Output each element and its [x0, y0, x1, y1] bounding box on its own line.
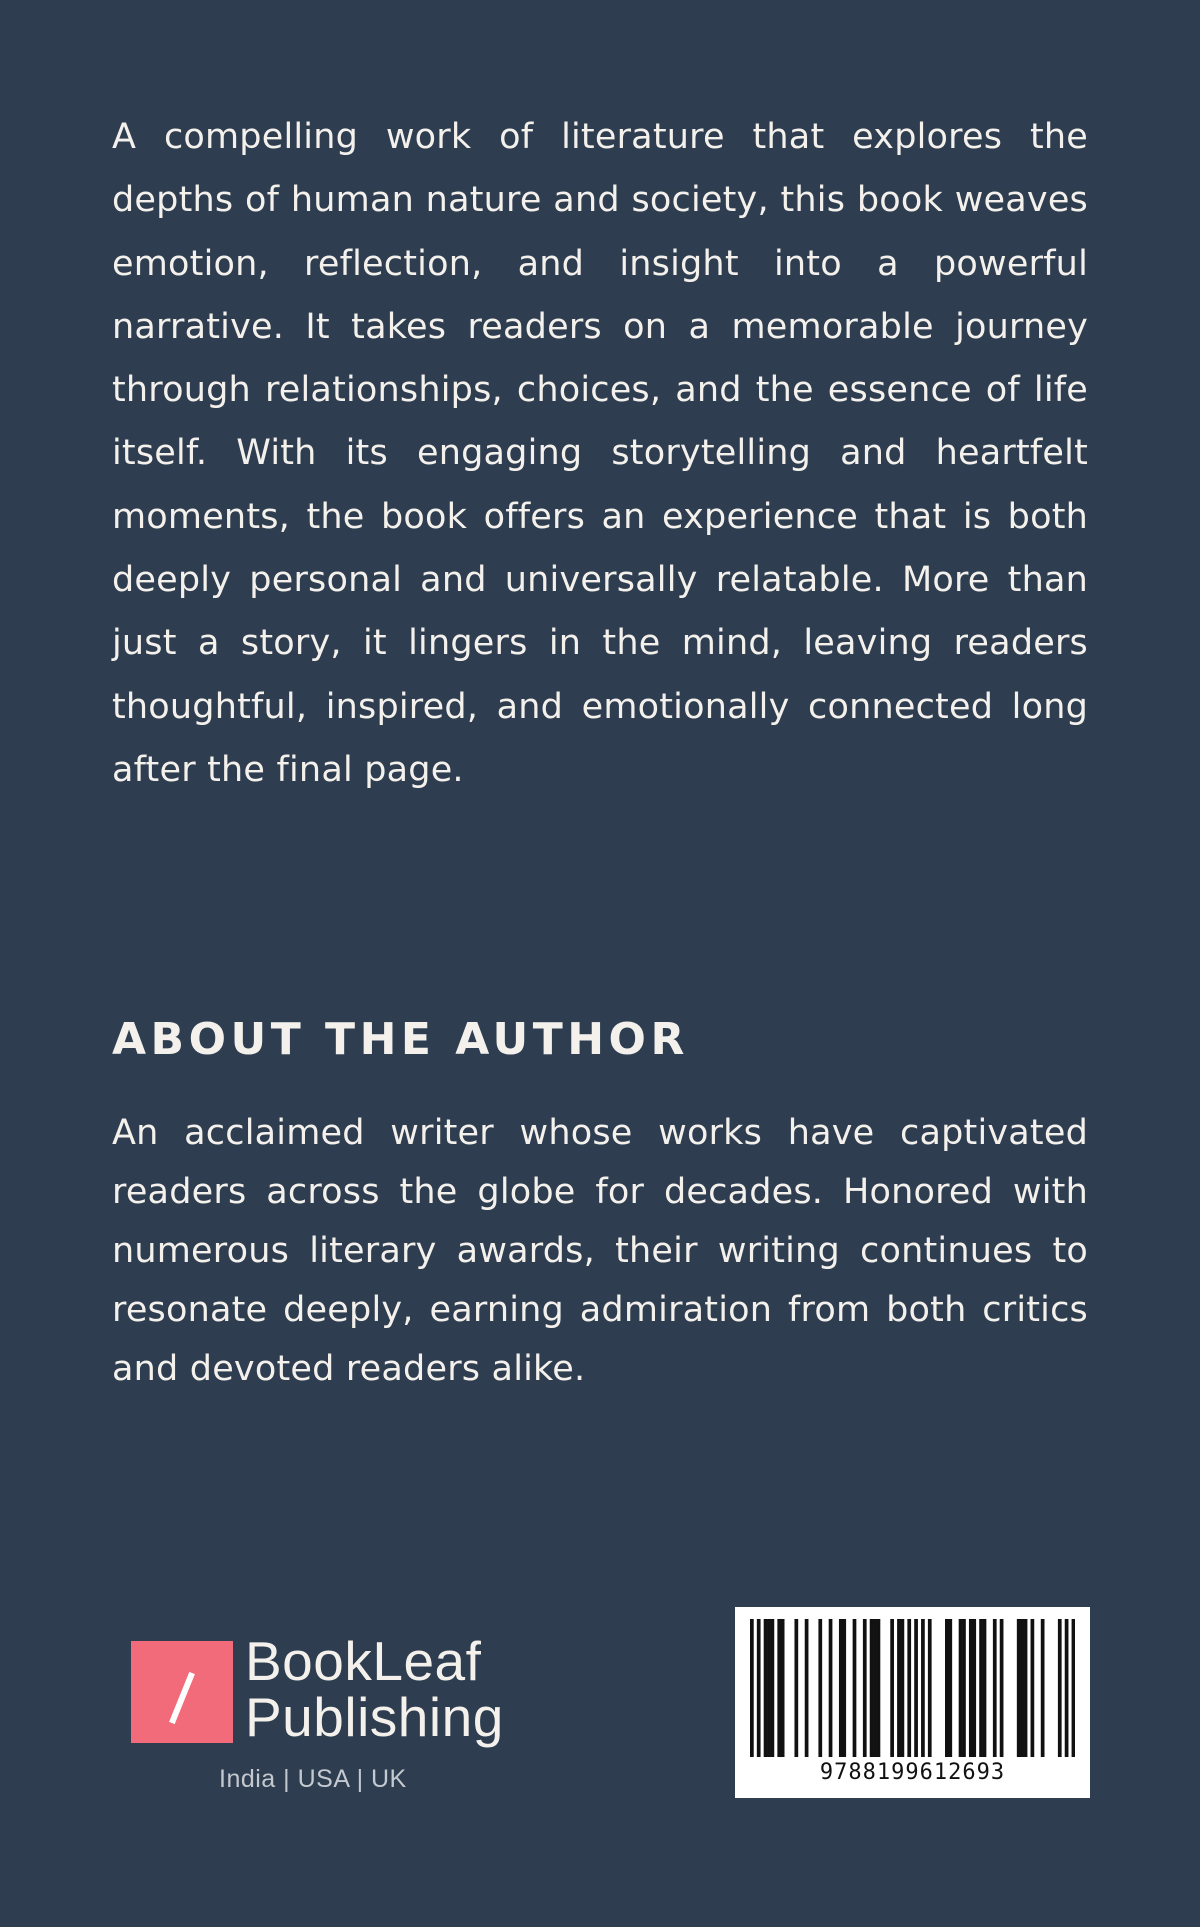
barcode-bar — [959, 1619, 963, 1757]
barcode-bar — [750, 1619, 754, 1757]
barcode-bar — [907, 1619, 911, 1757]
author-bio: An acclaimed writer whose works have captivated readers across the globe for decades. Honored with numerous literary awards, their writing continues to resonate deeply, earning admiration from both critics and devoted readers alike. — [112, 1113, 1088, 1389]
barcode-bar — [969, 1619, 973, 1757]
barcode-bar — [928, 1619, 932, 1757]
barcode-bar — [818, 1619, 822, 1757]
barcode-bar — [979, 1619, 983, 1757]
barcode-bar — [921, 1619, 925, 1757]
barcode-bar — [870, 1619, 874, 1757]
back-cover-blurb: A compelling work of literature that explores the depths of human nature and society, this book weaves emotion, reflection, and insight into a powerful narrative. It takes readers on a memorable journey through relationships, choices, and the essence of life itself. With its engaging storytelling and heartfelt moments, the book offers an experience that is both deeply personal and universally relatable. More than just a story, it lingers in the mind, leaving readers thoughtful, inspired, and emotionally connected long after the final page. — [112, 117, 1088, 790]
barcode-bar — [972, 1619, 976, 1757]
barcode-bar — [777, 1619, 781, 1757]
barcode-bar — [962, 1619, 966, 1757]
barcode-bar — [1020, 1619, 1024, 1757]
barcode-bar — [771, 1619, 775, 1757]
barcode-bar — [873, 1619, 877, 1757]
barcode-bar — [983, 1619, 987, 1757]
publisher-logo-square — [131, 1641, 233, 1743]
barcode-bar — [1031, 1619, 1035, 1757]
publisher-name-line1: BookLeaf — [245, 1630, 482, 1692]
barcode-bar — [993, 1619, 997, 1757]
barcode-bar — [877, 1619, 881, 1757]
barcode-bar — [945, 1619, 949, 1757]
barcode-bar — [781, 1619, 785, 1757]
barcode-bar — [948, 1619, 952, 1757]
barcode-bar — [1072, 1619, 1075, 1757]
barcode-bar — [1017, 1619, 1021, 1757]
barcode-bar — [897, 1619, 901, 1757]
barcode-bar — [764, 1619, 768, 1757]
publisher-logo — [131, 1630, 511, 1795]
barcode-bar — [829, 1619, 833, 1757]
publisher-regions: India | USA | UK — [219, 1765, 407, 1793]
barcode-bar — [1065, 1619, 1069, 1757]
barcode-bar — [1000, 1619, 1004, 1757]
barcode-bars — [750, 1619, 1075, 1757]
barcode-bar — [1041, 1619, 1045, 1757]
barcode-bar — [842, 1619, 846, 1757]
barcode-bar — [767, 1619, 771, 1757]
barcode-bar — [757, 1619, 761, 1757]
barcode-bar — [1058, 1619, 1062, 1757]
publisher-name-line2: Publishing — [245, 1686, 504, 1748]
barcode-bar — [914, 1619, 918, 1757]
barcode-bar — [853, 1619, 857, 1757]
barcode-bar — [839, 1619, 843, 1757]
barcode-bar — [794, 1619, 798, 1757]
slash-icon — [169, 1672, 195, 1724]
barcode-bar — [805, 1619, 809, 1757]
barcode-bar — [863, 1619, 867, 1757]
isbn-number: 9788199612693 — [819, 1760, 1006, 1785]
barcode-bar — [890, 1619, 894, 1757]
isbn-barcode — [735, 1607, 1090, 1798]
about-author-heading: ABOUT THE AUTHOR — [112, 1014, 689, 1065]
barcode-bar — [901, 1619, 905, 1757]
barcode-bar — [1024, 1619, 1028, 1757]
